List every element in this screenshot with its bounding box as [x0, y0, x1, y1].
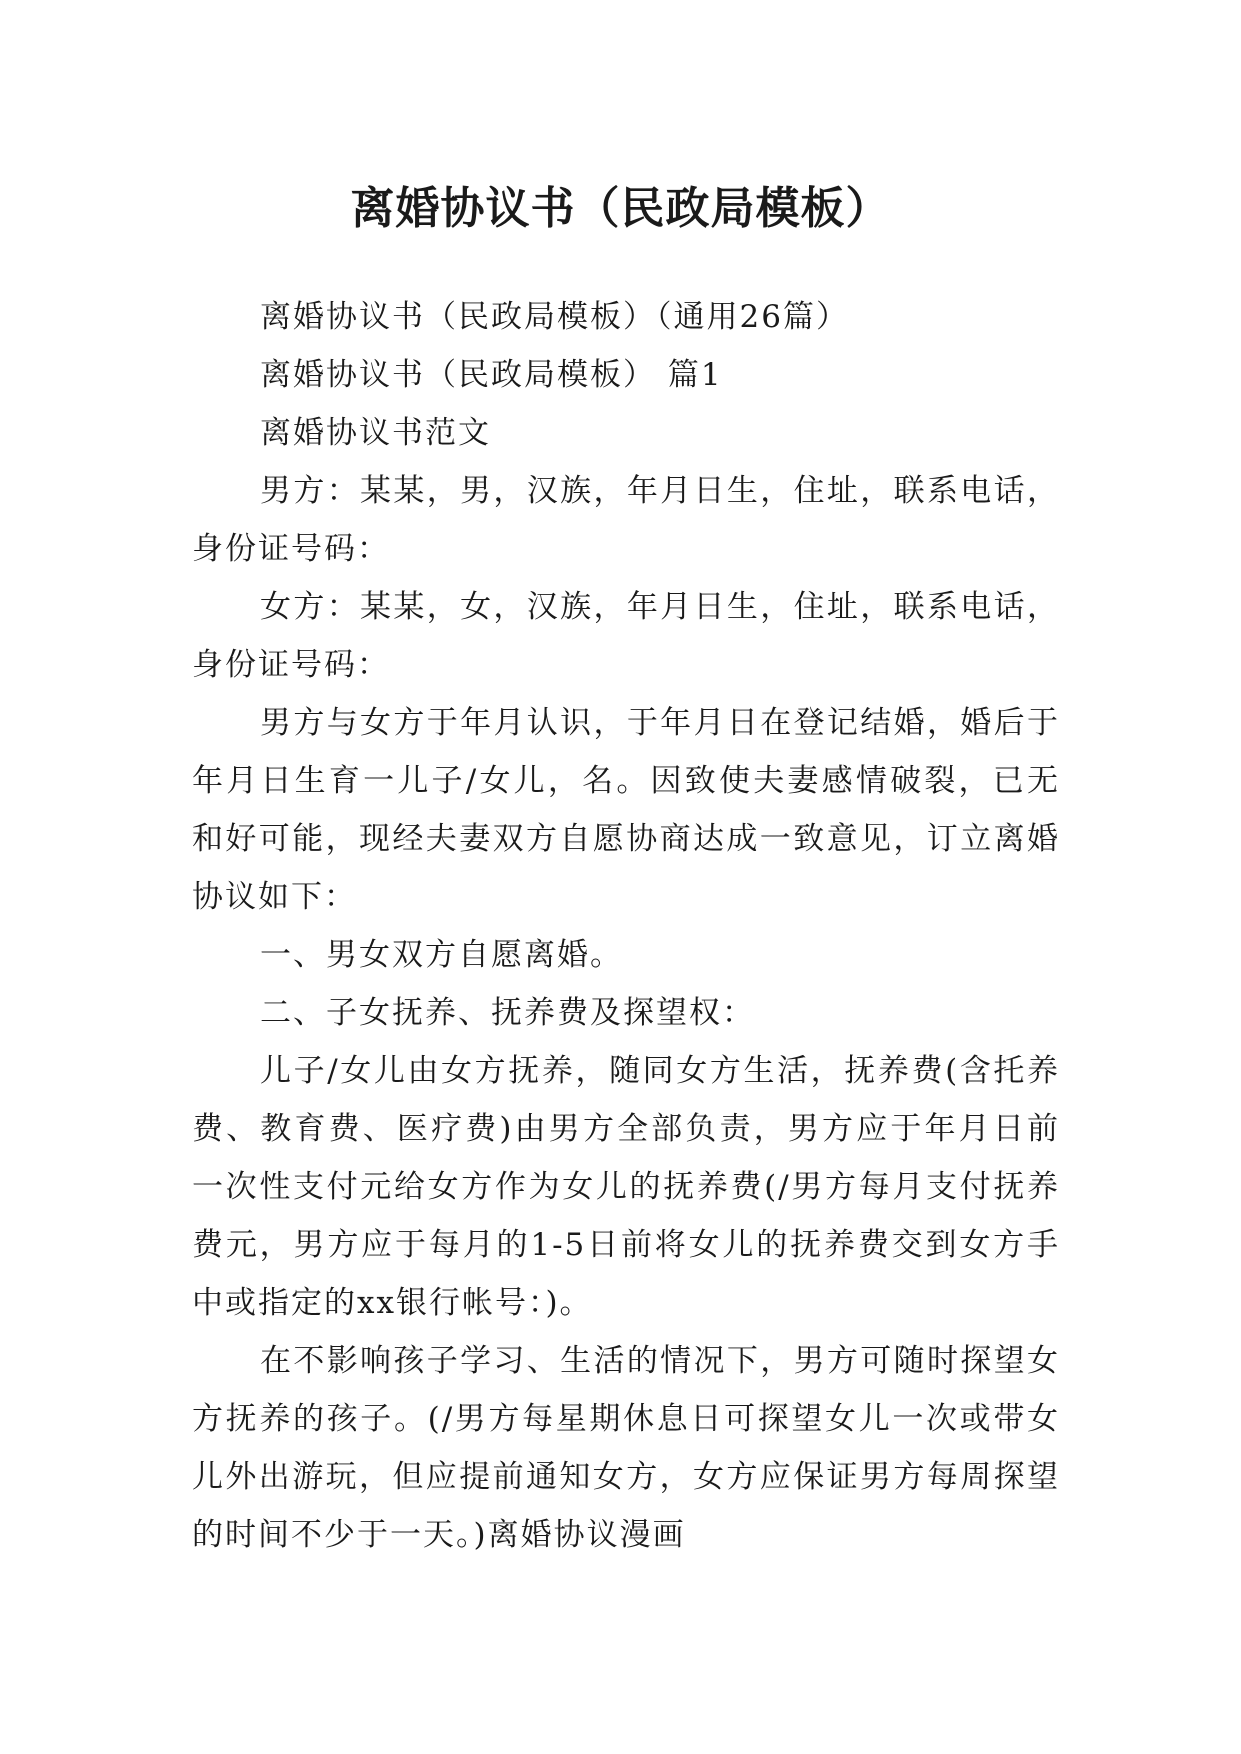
document-body [192, 288, 1060, 1564]
document-title: 离婚协议书（民政局模板） [350, 183, 891, 235]
section-heading: 离婚协议书（民政局模板） 篇1 [260, 357, 723, 393]
clause-one: 一、男女双方自愿离婚。 [260, 937, 623, 973]
husband-info-paragraph: 男方：某某，男，汉族，年月日生，住址，联系电话，身份证号码： [192, 473, 1060, 567]
wife-info-paragraph: 女方：某某，女，汉族，年月日生，住址，联系电话，身份证号码： [192, 589, 1060, 683]
subtitle-paragraph: 离婚协议书（民政局模板）（通用26篇） [260, 299, 849, 335]
visitation-paragraph: 在不影响孩子学习、生活的情况下，男方可随时探望女方抚养的孩子。(/男方每星期休息日可探望女儿一次或带女儿外出游玩，但应提前通知女方，女方应保证男方每周探望的时间不少于一天。)离婚协议漫画 [192, 1343, 1060, 1553]
background-paragraph: 男方与女方于年月认识，于年月日在登记结婚，婚后于年月日生育一儿子/女儿，名。因致使夫妻感情破裂，已无和好可能，现经夫妻双方自愿协商达成一致意见，订立离婚协议如下： [192, 705, 1060, 915]
sample-heading: 离婚协议书范文 [260, 415, 491, 451]
custody-paragraph: 儿子/女儿由女方抚养，随同女方生活，抚养费(含托养费、教育费、医疗费)由男方全部负责，男方应于年月日前一次性支付元给女方作为女儿的抚养费(/男方每月支付抚养费元，男方应于每月的1-5日前将女儿的抚养费交到女方手中或指定的xx银行帐号：)。 [192, 1053, 1060, 1321]
clause-two-heading: 二、子女抚养、抚养费及探望权： [260, 995, 755, 1031]
